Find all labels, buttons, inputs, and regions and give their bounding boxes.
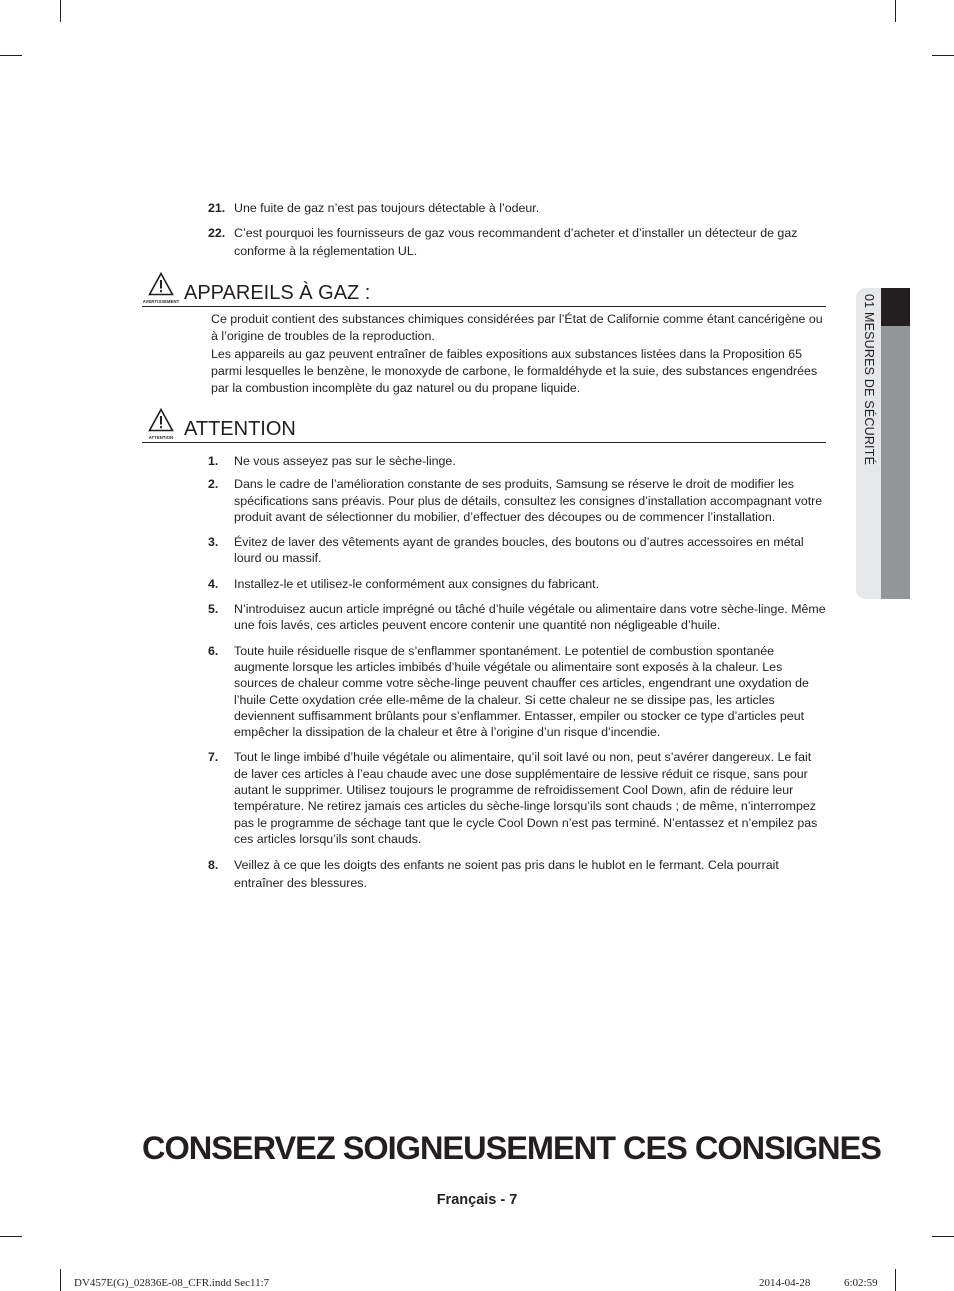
list-item <box>208 749 828 847</box>
list-item-number: 2. <box>208 477 219 492</box>
list-item-text: Installez-le et utilisez-le conformément aux consignes du fabricant. <box>234 576 600 591</box>
list-item-number: 22. <box>208 226 226 241</box>
crop-mark <box>0 1236 22 1237</box>
section-header-attention <box>142 404 826 443</box>
warning-icon <box>142 272 180 304</box>
gas-paragraph: Ce produit contient des substances chimiques considérées par l’État de Californie comme étant cancérigène ou à l’origine de troubles de la reproduction. <box>211 312 823 344</box>
list-item-number: 21. <box>208 201 226 215</box>
list-item <box>208 576 828 592</box>
list-item <box>208 200 828 216</box>
list-item-text: C’est pourquoi les fournisseurs de gaz vous recommandent d’acheter et d’installer un détecteur de gaz conforme à la réglementation UL. <box>234 226 798 259</box>
caution-icon-caption: ATTENTION <box>148 435 174 440</box>
section-title: ATTENTION <box>184 418 296 440</box>
slug-file: DV457E(G)_02836E-08_CFR.indd Sec11:7 <box>74 1277 270 1289</box>
list-item-text: Dans le cadre de l’amélioration constante de ses produits, Samsung se réserve le droit de modifier les spécifications sans préavis. Pour plus de détails, consultez les consignes d’installation accompagnant votre produit avant de sélectionner du mobilier, d’effectuer des découpes ou de commencer l’installation. <box>234 477 823 524</box>
list-item-text: Veillez à ce que les doigts des enfants ne soient pas pris dans le hublot en le fermant. Cela pourrait entraîner des blessures. <box>234 858 779 891</box>
crop-mark <box>60 0 61 22</box>
caution-icon <box>142 408 180 440</box>
list-item-text: Tout le linge imbibé d’huile végétale ou alimentaire, qu’il soit lavé ou non, peut s’avérer dangereux. Le fait de laver ces articles à l’eau chaude avec une dose supplémentaire de lessive réduit ce risque, sans pour autant le supprimer. Utilisez toujours le programme de refroidissement Cool Down, afin de réduire leur température. Ne retirez jamais ces articles du sèche-linge lorsqu’ils sont chauds ; de même, n’interrompez pas le programme de séchage tant que le cycle Cool Down n’est pas terminé. N’entassez et n’empilez pas ces articles lorsqu’ils sont chauds. <box>234 750 818 846</box>
list-item <box>208 476 828 525</box>
list-item <box>208 534 828 567</box>
footer-title: CONSERVEZ SOIGNEUSEMENT CES CONSIGNES <box>142 1130 881 1166</box>
crop-mark <box>932 55 954 56</box>
slug-date: 2014-04-28 <box>759 1277 811 1289</box>
list-item-number: 6. <box>208 643 219 658</box>
gas-paragraph: Les appareils au gaz peuvent entraîner de faibles expositions aux substances listées dans la Proposition 65 parmi lesquelles le benzène, le monoxyde de carbone, le formaldéhyde et la suie, des substances engendrées par la combustion incomplète du gaz naturel ou du propane liquide. <box>211 347 818 396</box>
section-header-gas <box>142 268 826 307</box>
list-item-number: 1. <box>208 454 219 468</box>
section-title: APPAREILS À GAZ : <box>184 282 371 304</box>
list-item-text: Une fuite de gaz n’est pas toujours détectable à l’odeur. <box>234 201 540 215</box>
list-item <box>208 643 828 741</box>
list-item <box>208 856 828 892</box>
list-item-number: 4. <box>208 576 219 591</box>
list-top <box>208 200 828 260</box>
crop-mark <box>60 1269 61 1291</box>
list-item-text: Ne vous asseyez pas sur le sèche-linge. <box>234 454 456 468</box>
crop-mark <box>0 55 22 56</box>
list-item-number: 3. <box>208 535 219 550</box>
warning-icon-caption: AVERTISSEMENT <box>142 299 180 304</box>
chapter-tab-bar <box>881 326 910 599</box>
crop-mark <box>895 1269 896 1291</box>
list-item-text: N’introduisez aucun article imprégné ou tâché d’huile végétale ou alimentaire dans votre sèche-linge. Même une fois lavés, ces articles peuvent encore contenir une quantité non négligeable d’huile. <box>234 602 826 633</box>
list-attention <box>208 453 828 892</box>
list-item-text: Toute huile résiduelle risque de s’enflammer spontanément. Le potentiel de combustion spontanée augmente lorsque les articles imbibés d’huile végétale ou alimentaire sont exposés à la chaleur. Les sources de chaleur comme votre sèche-linge peuvent chauffer ces articles, engendrant une oxydation de l’huile Cette oxydation crée elle-même de la chaleur. Si cette chaleur ne se dissipe pas, les articles deviennent suffisamment brûlants pour s’enflammer. Entasser, empiler ou stocker ce type d’articles peut empêcher la dissipation de la chaleur et être à l’origine d’un risque d’incendie. <box>234 643 809 740</box>
list-item-text: Évitez de laver des vêtements ayant de grandes boucles, des boutons ou d’autres accessoires en métal lourd ou massif. <box>234 535 804 566</box>
crop-mark <box>932 1236 954 1237</box>
slug-time: 6:02:59 <box>844 1277 878 1289</box>
list-item <box>208 453 828 469</box>
crop-mark <box>895 0 896 22</box>
list-item-number: 8. <box>208 858 219 873</box>
page-number: Français - 7 <box>436 1192 518 1208</box>
list-item <box>208 224 828 260</box>
chapter-tab-label: 01 MESURES DE SÉCURITÉ <box>862 294 876 466</box>
list-item-number: 7. <box>208 750 219 765</box>
list-item-number: 5. <box>208 602 219 617</box>
chapter-tab-marker <box>881 288 910 326</box>
list-item <box>208 601 828 634</box>
